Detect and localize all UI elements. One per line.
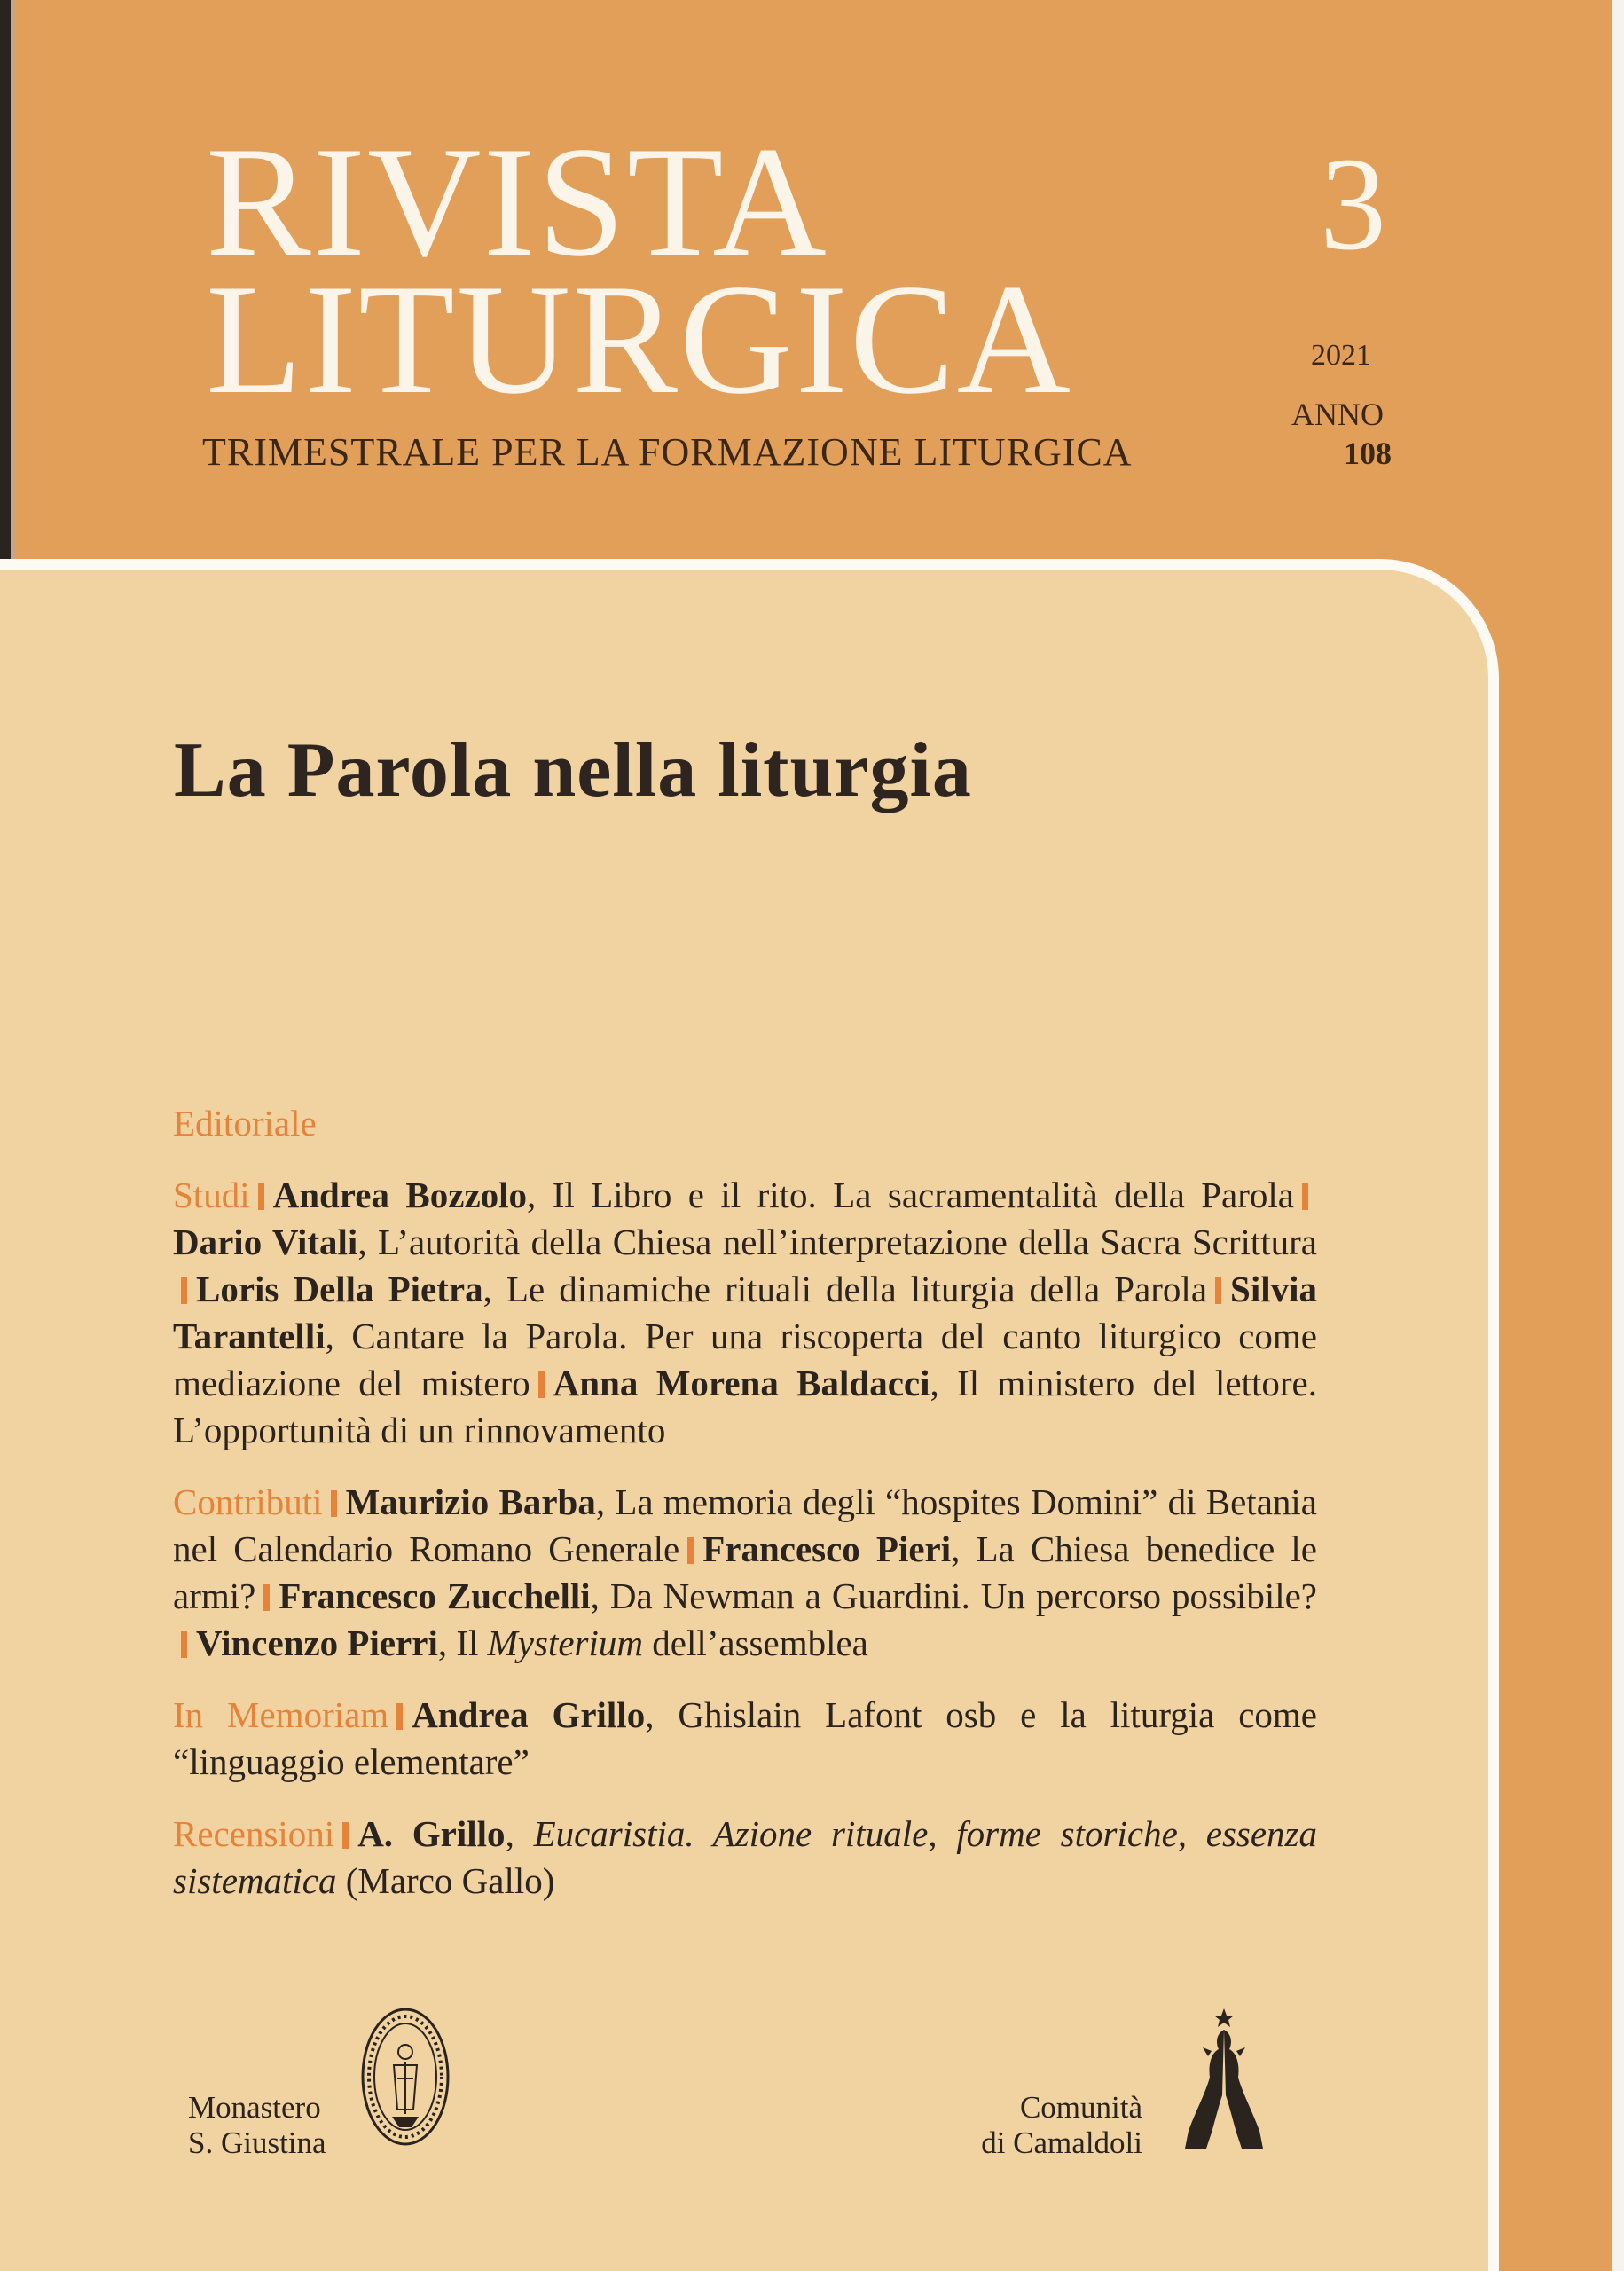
publisher-left [188, 2090, 326, 2161]
journal-title [206, 114, 1073, 427]
separator-bar [258, 1183, 264, 1210]
article-title: , Da Newman a Guardini. Un percorso possibile? [590, 1576, 1318, 1616]
issue-number: 3 [1320, 130, 1386, 278]
issue-year: 2021 [1311, 339, 1371, 372]
separator-bar [687, 1537, 694, 1564]
anno-number: 108 [1344, 436, 1392, 471]
table-of-contents [173, 1100, 1317, 1929]
publisher-right [960, 2090, 1142, 2161]
publisher-left-line-2: S. Giustina [188, 2126, 326, 2160]
author: Francesco Zucchelli [279, 1576, 591, 1616]
separator-bar [181, 1277, 187, 1304]
section-label: Recensioni [173, 1813, 335, 1854]
author: Vincenzo Pierri [196, 1623, 438, 1663]
separator-bar [342, 1822, 349, 1849]
author: Loris Della Pietra [196, 1269, 483, 1309]
issue-theme-title: La Parola nella liturgia [174, 727, 972, 813]
article-title: , Le dinamiche rituali della liturgia della Parola [482, 1269, 1208, 1309]
author: A. Grillo [357, 1813, 506, 1854]
reviewer: (Marco Gallo) [336, 1860, 555, 1901]
separator-bar [263, 1584, 270, 1611]
author: Anna Morena Baldacci [553, 1363, 930, 1403]
article-title-italic: Mysterium [487, 1623, 644, 1663]
section-label: Editoriale [173, 1103, 317, 1143]
journal-subtitle: TRIMESTRALE PER LA FORMAZIONE LITURGICA [202, 430, 1133, 474]
toc-memoriam [173, 1692, 1317, 1786]
author: Francesco Pieri [702, 1528, 952, 1569]
article-title: dell’assemblea [643, 1623, 868, 1663]
toc-studi [173, 1172, 1317, 1454]
article-title: , La Chiesa benedice le armi? [173, 1528, 1317, 1616]
author: Dario Vitali [173, 1222, 358, 1262]
author: Andrea Grillo [412, 1694, 646, 1735]
toc-contributi [173, 1479, 1317, 1667]
section-label: In Memoriam [173, 1694, 389, 1735]
author: Maurizio Barba [345, 1481, 596, 1522]
title-line-2: LITURGICA [206, 251, 1073, 427]
article-title: , Il [437, 1623, 488, 1663]
title-line-1: RIVISTA [206, 114, 828, 289]
separator-comma: , [505, 1813, 534, 1854]
anno-label: ANNO [1291, 397, 1384, 432]
publisher-right-line-2: di Camaldoli [981, 2126, 1142, 2160]
toc-recensioni [173, 1811, 1317, 1905]
section-label: Contributi [173, 1481, 323, 1522]
publisher-left-line-1: Monastero [188, 2090, 321, 2125]
monastery-seal-icon [358, 2003, 452, 2150]
article-title: , Cantare la Parola. Per una riscoperta del canto liturgico come mediazione del mistero [173, 1316, 1317, 1403]
author: Andrea Bozzolo [272, 1175, 528, 1215]
section-label: Studi [173, 1175, 250, 1215]
article-title: , Il ministero del lettore. L’opportunità di un rinnovamento [173, 1363, 1317, 1450]
separator-bar [1215, 1277, 1221, 1304]
separator-bar [1302, 1183, 1308, 1210]
author: Silvia Tarantelli [173, 1269, 1318, 1356]
article-title: , La memoria degli “hospites Domini” di Betania nel Calendario Romano Generale [173, 1481, 1317, 1569]
publisher-right-line-1: Comunità [1019, 2090, 1142, 2125]
book-title-italic: Eucaristia. Azione rituale, forme storiche, essenza sistematica [173, 1813, 1318, 1901]
article-title: , L’autorità della Chiesa nell’interpretazione della Sacra Scrittura [357, 1222, 1318, 1262]
separator-bar [538, 1371, 545, 1398]
toc-editoriale [173, 1100, 1317, 1147]
page-edge [1612, 0, 1624, 2271]
separator-bar [181, 1631, 187, 1658]
camaldoli-doves-icon [1176, 2007, 1272, 2152]
separator-bar [331, 1490, 337, 1517]
article-title: , Ghislain Lafont osb e la liturgia come “linguaggio elementare” [173, 1694, 1317, 1782]
separator-bar [396, 1703, 403, 1730]
article-title: , Il Libro e il rito. La sacramentalità della Parola [527, 1175, 1294, 1215]
